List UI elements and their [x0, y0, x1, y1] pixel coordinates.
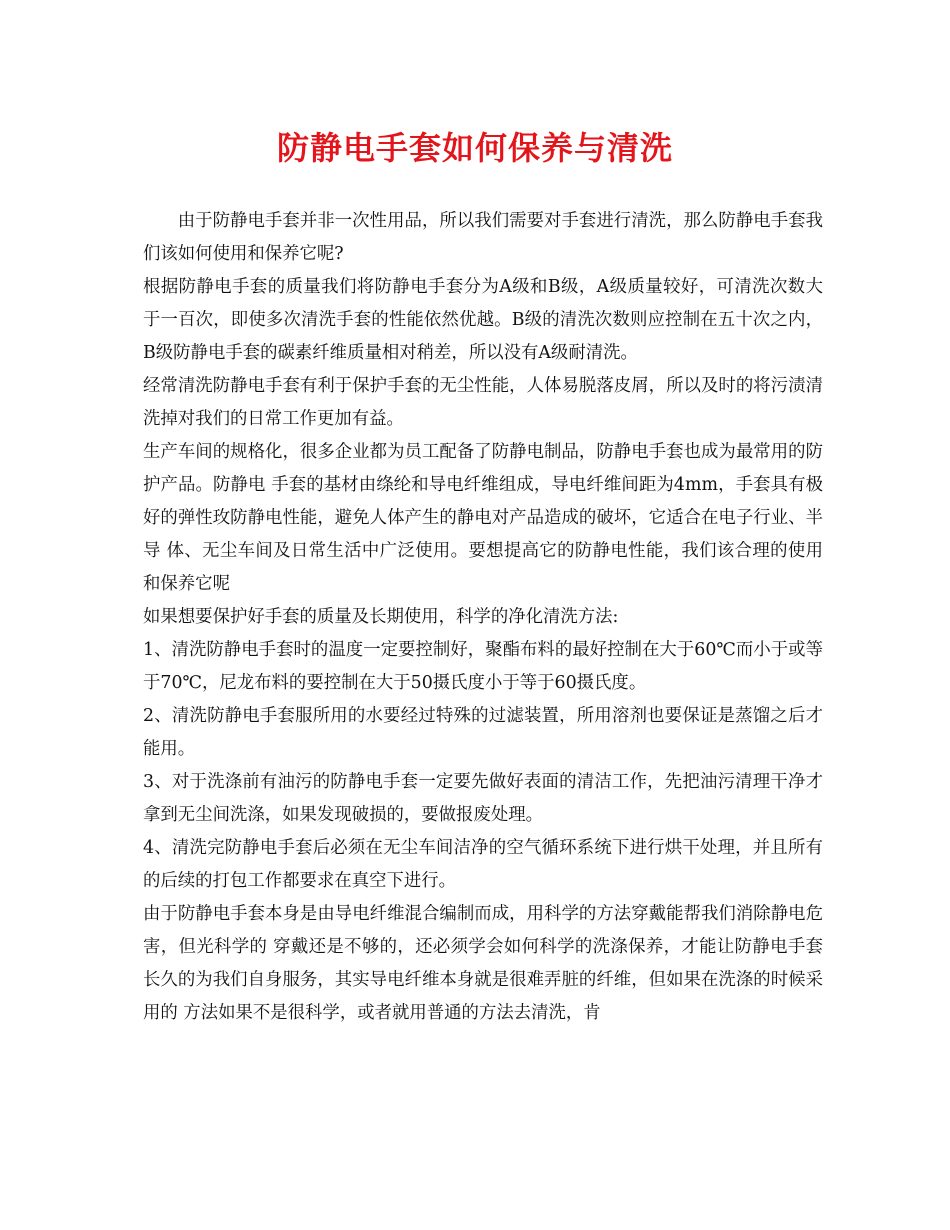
paragraph-grades: 根据防静电手套的质量我们将防静电手套分为A级和B级，A级质量较好，可清洗次数大于一百次，即使多次清洗手套的性能依然优越。B级的清洗次数则应控制在五十次之内，B级防静电手套的碳素纤维质量相对稍差，所以没有A级耐清洗。 [143, 277, 823, 363]
list-item-oil-stain: 3、对于洗涤前有油污的防静电手套一定要先做好表面的清洁工作，先把油污清理干净才拿到无尘间洗涤，如果发现破损的，要做报废处理。 [143, 772, 823, 825]
paragraph-cleaning-benefit: 经常清洗防静电手套有利于保护手套的无尘性能，人体易脱落皮屑，所以及时的将污渍清洗掉对我们的日常工作更加有益。 [143, 376, 823, 429]
paragraph-intro: 由于防静电手套并非一次性用品，所以我们需要对手套进行清洗，那么防静电手套我们该如何使用和保养它呢? [143, 211, 823, 264]
document-body [143, 205, 823, 1030]
paragraph-material: 生产车间的规格化，很多企业都为员工配备了防静电制品，防静电手套也成为最常用的防护产品。防静电 手套的基材由绦纶和导电纤维组成，导电纤维间距为4mm，手套具有极好的弹性玫防静电性能，避免人体产生的静电对产品造成的破坏，它适合在电子行业、半导 体、无尘车间及日常生活中广泛使用。要想提高它的防静电性能，我们该合理的使用和保养它呢 [143, 442, 823, 594]
list-item-temperature: 1、清洗防静电手套时的温度一定要控制好，聚酯布料的最好控制在大于60℃而小于或等于70℃，尼龙布料的要控制在大于50摄氏度小于等于60摄氏度。 [143, 640, 823, 693]
list-item-water: 2、清洗防静电手套服所用的水要经过特殊的过滤装置，所用溶剂也要保证是蒸馏之后才能用。 [143, 706, 823, 759]
list-item-drying: 4、清洗完防静电手套后必须在无尘车间洁净的空气循环系统下进行烘干处理，并且所有的后续的打包工作都要求在真空下进行。 [143, 838, 823, 891]
paragraph-conclusion: 由于防静电手套本身是由导电纤维混合编制而成，用科学的方法穿戴能帮我们消除静电危害，但光科学的 穿戴还是不够的，还必须学会如何科学的洗涤保养，才能让防静电手套长久的为我们自身服务，其实导电纤维本身就是很难弄脏的纤维，但如果在洗涤的时候采用的 方法如果不是很科学，或者就用普通的方法去清洗，肯 [143, 904, 823, 1023]
paragraph-method-intro: 如果想要保护好手套的质量及长期使用，科学的净化清洗方法: [143, 607, 619, 627]
document-title: 防静电手套如何保养与清洗 [276, 129, 673, 167]
